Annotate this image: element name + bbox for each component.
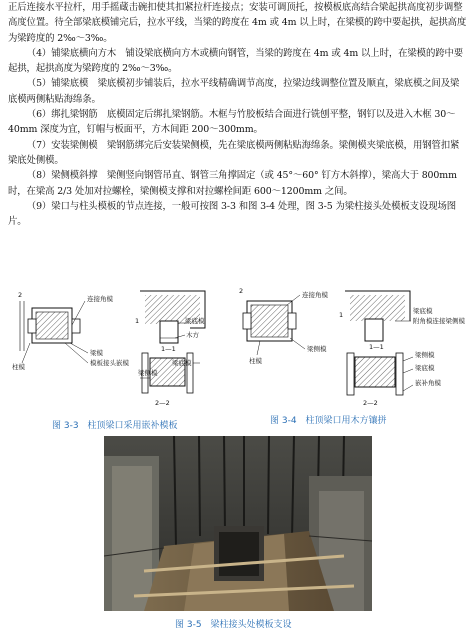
label-beam-mold: 梁模 [90,349,103,357]
paragraph: （8）梁侧模斜撑 梁侧竖向钢管吊直、钢管三角撑固定（或 45°～60° 钉方木斜撑），梁高大于 800mm 时，在梁高 2/3 处加对拉螺栓，梁侧模支撑和对拉螺栓间距 600～1200mm 之间。 [8,170,457,197]
figure-caption: 图 3-5 梁柱接头处模板支设 [175,620,292,630]
paragraph: （5）铺梁底模 梁底模初步铺装后，拉水平线精确调节高度，拉梁边线调整位置及顺直，梁底模之间及梁底模两侧粘贴海绵条。 [8,78,460,105]
label-beam-bottom-2: 梁底模 [172,359,192,367]
paragraph: （9）梁口与柱头模板的节点连接，一般可按图 3-3 和图 3-4 处理，图 3-5 为梁柱接头处模板支设现场图片。 [8,200,457,228]
label-joint-mold: 连接角模 [87,295,113,303]
label-column-mold: 柱模 [249,357,262,365]
label-insert-mold: 模板接头嵌模 [90,359,129,367]
label-beam-bottom: 梁底模 [413,307,433,315]
figure-caption: 图 3-3 柱顶梁口采用嵌补模板 [52,421,178,431]
section-mark: 1 [135,317,140,325]
label-beam-side: 梁侧模 [307,345,327,353]
section-mark: 2 [239,287,244,295]
figure-3-3-diagram [10,283,225,418]
section-mark: 1 [339,311,344,319]
figure-3-4-diagram [235,283,470,413]
section-label-2-2: 2—2 [363,399,378,407]
label-joint-mold: 连接角模 [302,291,328,299]
section-label-1-1: 1—1 [161,345,176,353]
site-photo [104,436,372,611]
label-wood: 木方 [186,331,199,339]
figure-row [0,283,475,433]
section-label-2-2: 2—2 [155,399,170,407]
section-label-1-1: 1—1 [369,343,384,351]
label-beam-side: 梁侧模 [138,369,158,377]
body-text [8,0,468,229]
label-beam-bottom-2: 梁底模 [415,364,435,372]
label-insert-wood: 嵌补角模 [415,379,441,387]
section-mark: 2 [18,291,23,299]
label-attached-mold: 附角模连接梁侧模 [413,317,465,325]
paragraph: （7）安装梁侧模 梁钢筋绑完后安装梁侧模，先在梁底模两侧粘贴海绵条。梁侧模夹梁底模，用钢管扣紧梁底处侧模。 [8,139,460,166]
paragraph: 正后连接水平拉杆，用手摇蔵击碗扣使其扣紧拉杆连接点；安装可调顶托，按模板底高结合梁起拱高度初步调整高度位置。待全部梁底模铺完后，拉水平线，当梁的跨度在 4m 或 4m 以上时，在梁模的跨中要起拱，起拱高度为梁跨度的 2‰～3‰。 [8,2,467,44]
label-beam-bottom: 梁底模 [185,317,205,325]
paragraph: （6）绑扎梁钢筋 底模固定后绑扎梁钢筋。木框与竹胶板结合面进行铣刨平整，钢钉以及进入木框 30～40mm 深度为宜，钉帽与板面平，方木间距 200～300mm。 [8,109,456,136]
label-column-mold: 柱模 [12,363,25,371]
label-beam-side-2: 梁侧模 [415,351,435,359]
figure-caption: 图 3-4 柱顶梁口用木方镶拼 [270,416,387,426]
paragraph: （4）铺梁底横向方木 铺设梁底横向方木或横向钢管，当梁的跨度在 4m 或 4m 以上时，在梁模的跨中要起拱，起拱高度为梁跨度的 2‰～3‰。 [8,47,464,75]
